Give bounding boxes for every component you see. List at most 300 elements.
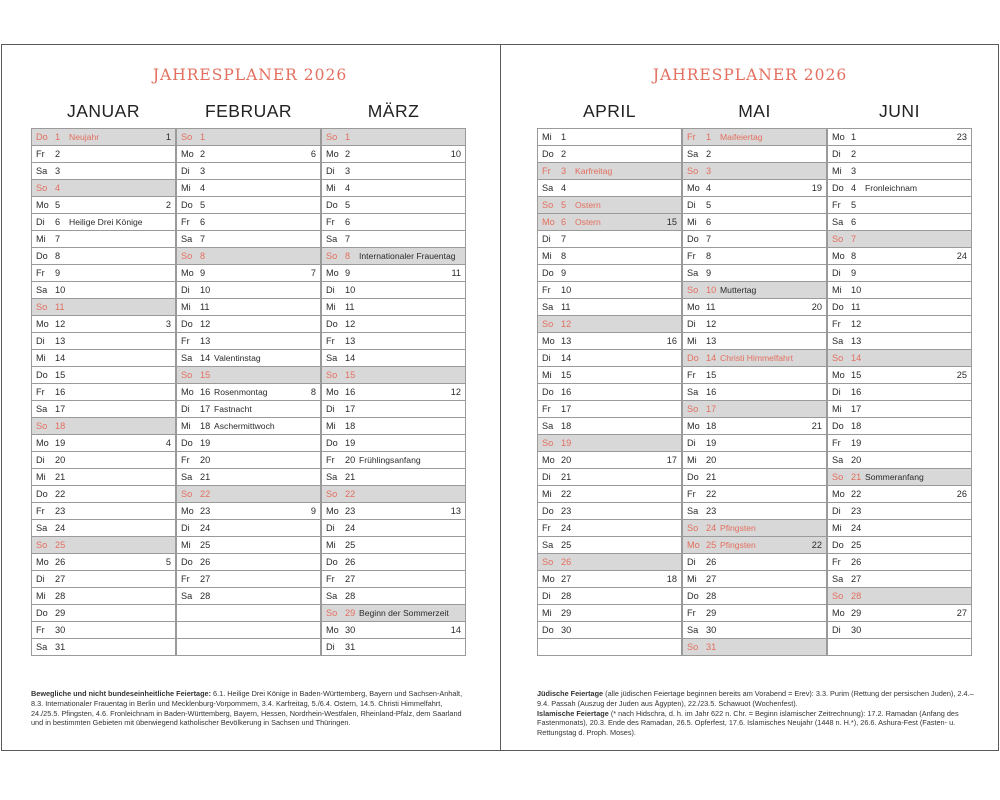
day-cell[interactable] <box>177 571 321 588</box>
day-cell[interactable] <box>322 639 466 656</box>
day-number: 8 <box>55 251 61 261</box>
day-cell[interactable] <box>683 333 827 350</box>
holiday-note: Aschermittwoch <box>214 421 275 431</box>
day-number: 15 <box>55 370 66 380</box>
day-cell[interactable] <box>177 350 321 367</box>
day-cell[interactable] <box>322 214 466 231</box>
day-cell[interactable] <box>828 282 972 299</box>
day-number: 1 <box>200 132 206 142</box>
day-number: 8 <box>561 251 567 261</box>
day-cell[interactable] <box>683 503 827 520</box>
month-column <box>827 98 972 656</box>
day-number: 22 <box>345 489 356 499</box>
day-cell[interactable] <box>538 367 682 384</box>
day-cell[interactable] <box>683 605 827 622</box>
day-cell[interactable] <box>177 537 321 554</box>
weekday: Mo <box>542 455 555 465</box>
weekday: Mo <box>326 625 339 635</box>
day-cell[interactable] <box>32 401 176 418</box>
day-cell[interactable] <box>32 571 176 588</box>
day-cell[interactable] <box>32 180 176 197</box>
day-cell[interactable] <box>683 299 827 316</box>
day-cell[interactable] <box>538 248 682 265</box>
day-number: 28 <box>851 591 862 601</box>
day-number: 21 <box>561 472 572 482</box>
weekday: Di <box>36 455 45 465</box>
weekday: Fr <box>832 438 841 448</box>
day-cell[interactable] <box>683 231 827 248</box>
day-number: 27 <box>851 574 862 584</box>
day-cell[interactable] <box>32 299 176 316</box>
day-cell[interactable] <box>683 588 827 605</box>
weekday: Di <box>36 336 45 346</box>
day-number: 8 <box>851 251 857 261</box>
day-number: 11 <box>200 302 210 312</box>
day-cell[interactable] <box>177 520 321 537</box>
day-cell[interactable] <box>683 401 827 418</box>
day-number: 1 <box>706 132 712 142</box>
day-cell[interactable] <box>538 622 682 639</box>
day-cell[interactable] <box>177 435 321 452</box>
weekday: Fr <box>36 387 45 397</box>
day-number: 27 <box>561 574 572 584</box>
day-number: 10 <box>561 285 572 295</box>
day-cell[interactable] <box>32 537 176 554</box>
weekday: So <box>832 353 844 363</box>
day-number: 3 <box>706 166 712 176</box>
day-cell[interactable] <box>322 554 466 571</box>
day-cell[interactable] <box>177 197 321 214</box>
day-cell[interactable] <box>828 622 972 639</box>
weekday: So <box>832 472 844 482</box>
day-cell[interactable] <box>322 605 466 622</box>
day-cell[interactable] <box>538 231 682 248</box>
day-cell[interactable] <box>32 248 176 265</box>
holiday-note: Sommeranfang <box>865 472 924 482</box>
day-cell[interactable] <box>322 537 466 554</box>
day-number: 23 <box>55 506 66 516</box>
month-name: APRIL <box>582 101 637 121</box>
day-cell[interactable] <box>32 146 176 163</box>
day-number: 17 <box>55 404 66 414</box>
day-list <box>682 128 827 656</box>
day-cell[interactable] <box>683 128 827 146</box>
day-cell[interactable] <box>32 316 176 333</box>
month-grid <box>537 98 972 656</box>
day-cell[interactable] <box>177 401 321 418</box>
day-cell[interactable] <box>683 469 827 486</box>
day-cell[interactable] <box>683 571 827 588</box>
footnote-heading: Bewegliche und nicht bundeseinheitliche Feiertage: <box>31 689 212 698</box>
day-cell[interactable] <box>538 214 682 231</box>
day-number: 19 <box>561 438 572 448</box>
week-number: 25 <box>956 370 967 380</box>
day-number: 25 <box>55 540 66 550</box>
day-cell[interactable] <box>828 384 972 401</box>
day-cell[interactable] <box>683 367 827 384</box>
day-cell[interactable] <box>683 622 827 639</box>
weekday: Do <box>832 421 844 431</box>
day-cell[interactable] <box>538 605 682 622</box>
day-cell[interactable] <box>828 486 972 503</box>
day-cell[interactable] <box>683 214 827 231</box>
day-cell[interactable] <box>683 248 827 265</box>
week-number: 4 <box>165 438 171 448</box>
empty-day-cell[interactable] <box>177 639 321 656</box>
day-cell[interactable] <box>177 452 321 469</box>
holiday-note: Frühlingsanfang <box>359 455 421 465</box>
day-cell[interactable] <box>177 163 321 180</box>
empty-day-cell[interactable] <box>177 605 321 622</box>
day-cell[interactable] <box>32 588 176 605</box>
day-number: 18 <box>345 421 356 431</box>
day-number: 8 <box>200 251 206 261</box>
day-number: 14 <box>200 353 211 363</box>
day-cell[interactable] <box>32 418 176 435</box>
day-cell[interactable] <box>538 333 682 350</box>
day-cell[interactable] <box>32 282 176 299</box>
day-number: 16 <box>345 387 356 397</box>
day-cell[interactable] <box>177 299 321 316</box>
day-cell[interactable] <box>322 435 466 452</box>
day-cell[interactable] <box>322 146 466 163</box>
day-cell[interactable] <box>322 452 466 469</box>
day-cell[interactable] <box>177 503 321 520</box>
day-cell[interactable] <box>32 384 176 401</box>
day-cell[interactable] <box>538 282 682 299</box>
day-number: 16 <box>706 387 717 397</box>
day-number: 5 <box>345 200 351 210</box>
day-cell[interactable] <box>32 469 176 486</box>
day-cell[interactable] <box>683 435 827 452</box>
day-cell[interactable] <box>828 401 972 418</box>
day-cell[interactable] <box>177 486 321 503</box>
day-cell[interactable] <box>683 163 827 180</box>
day-cell[interactable] <box>177 554 321 571</box>
day-number: 12 <box>200 319 211 329</box>
day-cell[interactable] <box>322 163 466 180</box>
day-cell[interactable] <box>177 333 321 350</box>
day-number: 25 <box>706 540 717 550</box>
weekday: Mi <box>687 574 697 584</box>
week-number: 6 <box>310 149 316 159</box>
day-cell[interactable] <box>538 163 682 180</box>
day-cell[interactable] <box>322 520 466 537</box>
day-cell[interactable] <box>322 588 466 605</box>
day-cell[interactable] <box>828 197 972 214</box>
week-number: 2 <box>165 200 171 210</box>
day-cell[interactable] <box>322 299 466 316</box>
weekday: Fr <box>36 625 45 635</box>
day-cell[interactable] <box>32 520 176 537</box>
day-cell[interactable] <box>538 180 682 197</box>
day-cell[interactable] <box>538 401 682 418</box>
day-cell[interactable] <box>32 163 176 180</box>
weekday: Fr <box>687 251 696 261</box>
day-number: 13 <box>561 336 572 346</box>
empty-day-cell[interactable] <box>538 639 682 656</box>
day-cell[interactable] <box>322 333 466 350</box>
weekday: Do <box>832 540 844 550</box>
day-cell[interactable] <box>32 435 176 452</box>
weekday: Mi <box>36 353 46 363</box>
day-cell[interactable] <box>538 350 682 367</box>
day-cell[interactable] <box>538 146 682 163</box>
day-number: 25 <box>561 540 572 550</box>
day-cell[interactable] <box>322 622 466 639</box>
empty-day-cell[interactable] <box>828 639 972 656</box>
day-cell[interactable] <box>177 146 321 163</box>
weekday: Mo <box>687 540 700 550</box>
day-cell[interactable] <box>177 384 321 401</box>
weekday: Fr <box>687 370 696 380</box>
day-cell[interactable] <box>828 231 972 248</box>
day-number: 4 <box>345 183 351 193</box>
day-number: 5 <box>200 200 206 210</box>
day-cell[interactable] <box>177 180 321 197</box>
day-list <box>827 128 972 656</box>
day-cell[interactable] <box>322 316 466 333</box>
day-number: 6 <box>55 217 61 227</box>
day-cell[interactable] <box>177 231 321 248</box>
day-cell[interactable] <box>322 401 466 418</box>
weekday: So <box>542 200 554 210</box>
weekday: Fr <box>832 200 841 210</box>
day-cell[interactable] <box>32 214 176 231</box>
day-cell[interactable] <box>828 128 972 146</box>
weekday: Do <box>36 251 48 261</box>
day-number: 1 <box>345 132 351 142</box>
day-cell[interactable] <box>177 248 321 265</box>
day-cell[interactable] <box>538 486 682 503</box>
day-cell[interactable] <box>32 197 176 214</box>
day-cell[interactable] <box>32 452 176 469</box>
weekday: Fr <box>687 132 696 142</box>
weekday: Di <box>326 523 335 533</box>
day-cell[interactable] <box>538 588 682 605</box>
weekday: Mi <box>687 455 697 465</box>
day-cell[interactable] <box>828 248 972 265</box>
day-cell[interactable] <box>828 163 972 180</box>
weekday: Mo <box>687 183 700 193</box>
weekday: Do <box>181 319 193 329</box>
day-cell[interactable] <box>683 537 827 554</box>
day-cell[interactable] <box>828 265 972 282</box>
footnote-text: 6.1. Heilige Drei Könige in Baden-Württemberg, Bayern und Sachsen-Anhalt, 8.3. Internationaler Frauentag in Berlin und Mecklenburg-Vorpommern, 3.4. Karfreitag, 5./6.4. Ostern, 14.5. Christi Himmelfahrt, 24./25.5. Pfingsten, 4.6. Fronleichnam in Baden-Württemberg, Bayern, Hessen, Nordrhein-Westfalen, Rheinland-Pfalz, dem Saarland und in bestimmten Gebieten mit überwiegend katholischer Bevölkerung in Sachsen und Thüringen. <box>31 689 463 728</box>
day-number: 26 <box>851 557 862 567</box>
day-cell[interactable] <box>32 554 176 571</box>
day-number: 15 <box>561 370 572 380</box>
day-cell[interactable] <box>683 180 827 197</box>
week-number: 12 <box>450 387 461 397</box>
weekday: Fr <box>832 557 841 567</box>
day-cell[interactable] <box>538 197 682 214</box>
day-cell[interactable] <box>322 128 466 146</box>
day-cell[interactable] <box>828 469 972 486</box>
day-cell[interactable] <box>828 435 972 452</box>
day-cell[interactable] <box>322 282 466 299</box>
weekday: Di <box>326 285 335 295</box>
day-number: 2 <box>561 149 567 159</box>
day-cell[interactable] <box>177 367 321 384</box>
day-cell[interactable] <box>322 350 466 367</box>
day-cell[interactable] <box>538 265 682 282</box>
day-cell[interactable] <box>322 197 466 214</box>
day-cell[interactable] <box>32 605 176 622</box>
day-cell[interactable] <box>828 554 972 571</box>
day-cell[interactable] <box>32 350 176 367</box>
weekday: Mo <box>687 302 700 312</box>
day-cell[interactable] <box>683 384 827 401</box>
day-cell[interactable] <box>32 622 176 639</box>
weekday: Mo <box>542 574 555 584</box>
day-cell[interactable] <box>828 503 972 520</box>
day-cell[interactable] <box>828 299 972 316</box>
week-number: 13 <box>450 506 461 516</box>
day-cell[interactable] <box>177 588 321 605</box>
day-number: 31 <box>706 642 717 652</box>
empty-day-cell[interactable] <box>177 622 321 639</box>
day-number: 24 <box>200 523 211 533</box>
day-cell[interactable] <box>828 333 972 350</box>
day-cell[interactable] <box>683 452 827 469</box>
day-cell[interactable] <box>538 299 682 316</box>
day-cell[interactable] <box>683 146 827 163</box>
day-cell[interactable] <box>177 469 321 486</box>
week-number: 27 <box>956 608 967 618</box>
day-cell[interactable] <box>177 316 321 333</box>
day-cell[interactable] <box>828 520 972 537</box>
weekday: Di <box>832 149 841 159</box>
day-cell[interactable] <box>177 128 321 146</box>
day-cell[interactable] <box>177 418 321 435</box>
day-number: 2 <box>851 149 857 159</box>
weekday: So <box>181 370 193 380</box>
day-cell[interactable] <box>538 571 682 588</box>
weekday: Fr <box>542 404 551 414</box>
day-number: 28 <box>200 591 211 601</box>
day-number: 6 <box>851 217 857 227</box>
day-cell[interactable] <box>322 180 466 197</box>
holiday-note: Heilige Drei Könige <box>69 217 143 227</box>
day-cell[interactable] <box>683 418 827 435</box>
day-cell[interactable] <box>538 128 682 146</box>
day-cell[interactable] <box>828 146 972 163</box>
day-cell[interactable] <box>538 452 682 469</box>
day-cell[interactable] <box>322 384 466 401</box>
weekday: Sa <box>326 472 338 482</box>
day-cell[interactable] <box>538 316 682 333</box>
weekday: Sa <box>181 234 193 244</box>
day-cell[interactable] <box>828 588 972 605</box>
day-number: 12 <box>851 319 862 329</box>
day-cell[interactable] <box>683 197 827 214</box>
day-cell[interactable] <box>322 571 466 588</box>
day-cell[interactable] <box>32 503 176 520</box>
day-number: 26 <box>561 557 572 567</box>
day-cell[interactable] <box>683 265 827 282</box>
day-cell[interactable] <box>32 639 176 656</box>
day-number: 7 <box>55 234 61 244</box>
day-cell[interactable] <box>32 486 176 503</box>
day-number: 14 <box>706 353 717 363</box>
day-cell[interactable] <box>538 537 682 554</box>
day-cell[interactable] <box>828 452 972 469</box>
day-cell[interactable] <box>538 435 682 452</box>
day-cell[interactable] <box>683 639 827 656</box>
day-cell[interactable] <box>177 265 321 282</box>
day-cell[interactable] <box>828 367 972 384</box>
weekday: Do <box>36 370 48 380</box>
day-cell[interactable] <box>538 469 682 486</box>
weekday: Fr <box>181 455 190 465</box>
holiday-note: Beginn der Sommerzeit <box>359 608 449 618</box>
day-cell[interactable] <box>683 554 827 571</box>
day-cell[interactable] <box>828 180 972 197</box>
day-cell[interactable] <box>538 384 682 401</box>
day-cell[interactable] <box>683 520 827 537</box>
day-cell[interactable] <box>322 503 466 520</box>
week-number: 24 <box>956 251 967 261</box>
day-cell[interactable] <box>32 265 176 282</box>
day-number: 13 <box>200 336 211 346</box>
day-cell[interactable] <box>177 282 321 299</box>
day-cell[interactable] <box>828 350 972 367</box>
day-cell[interactable] <box>322 469 466 486</box>
day-cell[interactable] <box>683 350 827 367</box>
day-cell[interactable] <box>32 333 176 350</box>
day-cell[interactable] <box>322 248 466 265</box>
day-cell[interactable] <box>683 486 827 503</box>
day-cell[interactable] <box>177 214 321 231</box>
day-number: 30 <box>851 625 862 635</box>
day-cell[interactable] <box>322 367 466 384</box>
day-cell[interactable] <box>683 316 827 333</box>
day-number: 13 <box>345 336 356 346</box>
day-number: 2 <box>706 149 712 159</box>
weekday: Fr <box>326 455 335 465</box>
day-cell[interactable] <box>828 316 972 333</box>
day-cell[interactable] <box>322 486 466 503</box>
day-cell[interactable] <box>322 265 466 282</box>
day-cell[interactable] <box>828 571 972 588</box>
day-number: 1 <box>851 132 857 142</box>
weekday: Di <box>687 438 696 448</box>
day-cell[interactable] <box>538 520 682 537</box>
day-cell[interactable] <box>322 231 466 248</box>
day-cell[interactable] <box>32 367 176 384</box>
day-cell[interactable] <box>683 282 827 299</box>
weekday: Fr <box>326 574 335 584</box>
day-cell[interactable] <box>538 503 682 520</box>
day-number: 19 <box>706 438 717 448</box>
weekday: Sa <box>36 642 48 652</box>
day-cell[interactable] <box>828 214 972 231</box>
day-number: 25 <box>200 540 211 550</box>
day-cell[interactable] <box>828 418 972 435</box>
month-name: FEBRUAR <box>204 101 293 121</box>
weekday: Fr <box>542 523 551 533</box>
day-cell[interactable] <box>322 418 466 435</box>
day-cell[interactable] <box>32 231 176 248</box>
day-number: 11 <box>55 302 65 312</box>
day-cell[interactable] <box>828 537 972 554</box>
day-cell[interactable] <box>538 554 682 571</box>
weekday: Mo <box>181 268 194 278</box>
day-cell[interactable] <box>538 418 682 435</box>
day-cell[interactable] <box>828 605 972 622</box>
day-cell[interactable] <box>32 128 176 146</box>
